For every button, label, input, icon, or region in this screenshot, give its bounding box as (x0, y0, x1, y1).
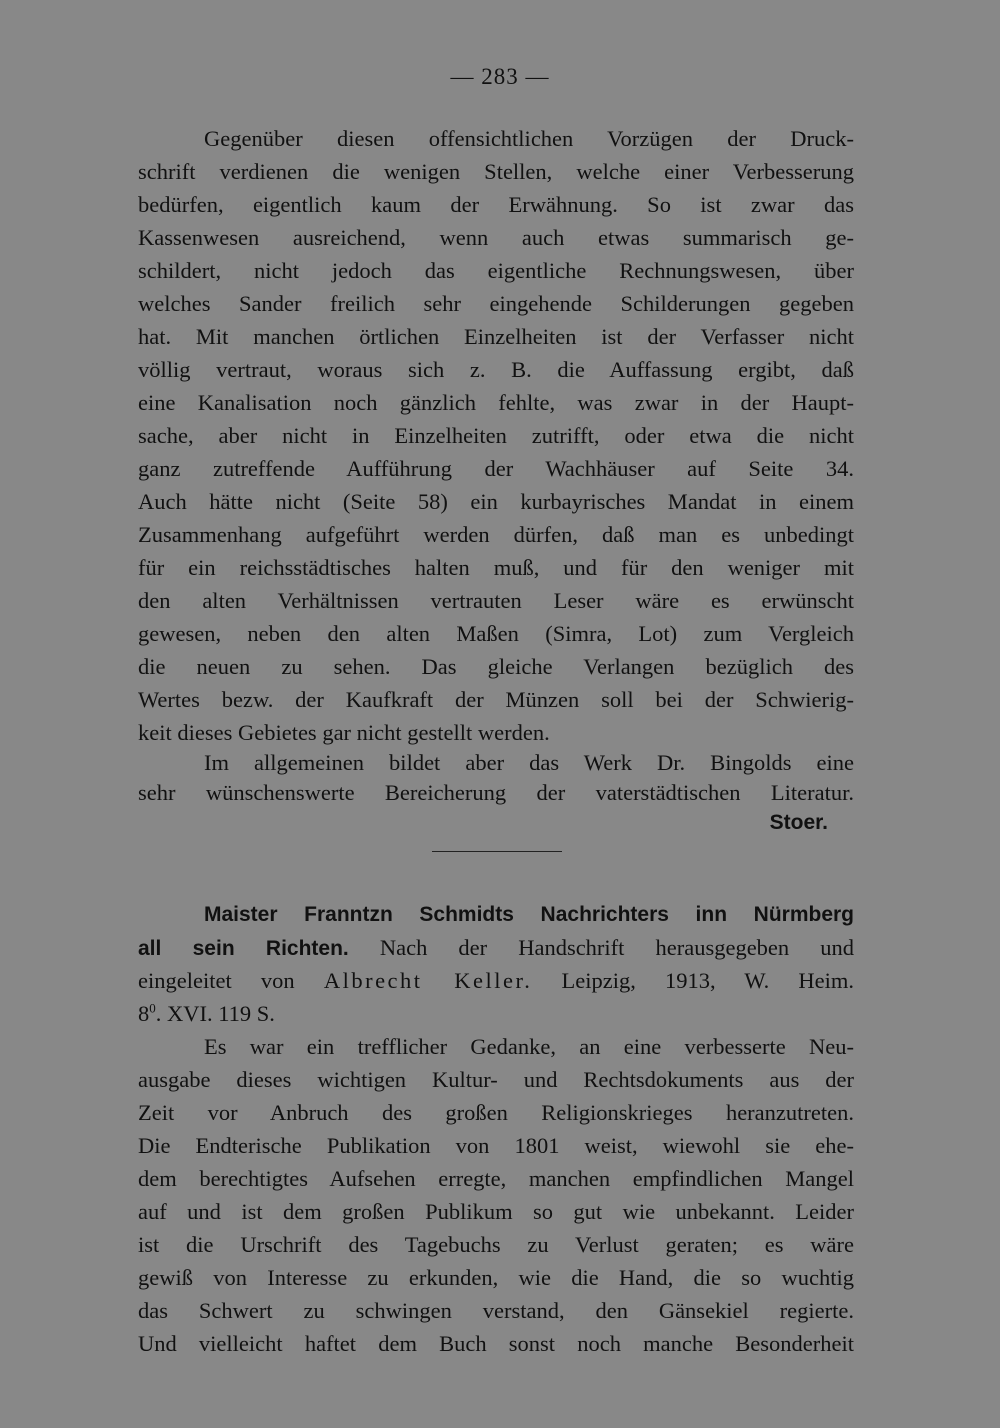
text-line: völlig vertraut, woraus sich z. B. die Auffassung ergibt, daß (138, 357, 854, 382)
text-line: ausgabe dieses wichtigen Kultur- und Rechtsdokuments aus der (138, 1067, 854, 1092)
text-line: ganz zutreffende Aufführung der Wachhäuser auf Seite 34. (138, 456, 854, 481)
text-line: Im allgemeinen bildet aber das Werk Dr. Bingolds eine (204, 750, 854, 775)
text-line: auf und ist dem großen Publikum so gut wie unbekannt. Leider (138, 1199, 854, 1224)
text-line: für ein reichsstädtisches halten muß, und für den weniger mit (138, 555, 854, 580)
text-line: welches Sander freilich sehr eingehende Schilderungen gegeben (138, 291, 854, 316)
text-line: das Schwert zu schwingen verstand, den Gänsekiel regierte. (138, 1298, 854, 1323)
text-line: bedürfen, eigentlich kaum der Erwähnung. So ist zwar das (138, 192, 854, 217)
format-number: 8 (138, 1001, 150, 1026)
editor-prefix: eingeleitet von (138, 968, 295, 993)
publisher-info: Leipzig, 1913, W. Heim. (561, 968, 855, 993)
reviewer-signature: Stoer. (769, 811, 828, 834)
text-line: Auch hätte nicht (Seite 58) ein kurbayrisches Mandat in einem (138, 489, 854, 514)
text-line: schrift verdienen die wenigen Stellen, welche einer Verbesserung (138, 159, 854, 184)
text-line: Gegenüber diesen offensichtlichen Vorzügen der Druck- (204, 126, 854, 151)
format-superscript: 0 (149, 1000, 156, 1016)
book-title-end: all sein Richten. (138, 937, 349, 960)
book-title-continued (138, 933, 854, 964)
text-line: sache, aber nicht in Einzelheiten zutrifft, oder etwa die nicht (138, 423, 854, 448)
book-title: Maister Franntzn Schmidts Nachrichters inn Nürmberg (204, 903, 854, 926)
book-editor-line (138, 966, 854, 996)
text-line: Kassenwesen ausreichend, wenn auch etwas summarisch ge- (138, 225, 854, 250)
text-line: Wertes bezw. der Kaufkraft der Münzen soll bei der Schwierig- (138, 687, 854, 712)
text-line: gewiß von Interesse zu erkunden, wie die Hand, die so wuchtig (138, 1265, 854, 1290)
text-line: Zusammenhang aufgeführt werden dürfen, daß man es unbedingt (138, 522, 854, 547)
text-line: dem berechtigtes Aufsehen erregte, manchen empfindlichen Mangel (138, 1166, 854, 1191)
text-line: sehr wünschenswerte Bereicherung der vaterstädtischen Literatur. (138, 780, 854, 805)
book-format-line (138, 999, 854, 1029)
editor-name: Albrecht Keller. (323, 968, 533, 993)
text-line: Die Endterische Publikation von 1801 weist, wiewohl sie ehe- (138, 1133, 854, 1158)
book-subtitle: Nach der Handschrift herausgegeben und (379, 935, 854, 960)
page-number: — 283 — (450, 64, 550, 89)
text-line: die neuen zu sehen. Das gleiche Verlangen bezüglich des (138, 654, 854, 679)
section-divider (432, 851, 562, 852)
text-line: eine Kanalisation noch gänzlich fehlte, was zwar in der Haupt- (138, 390, 854, 415)
text-line: Es war ein trefflicher Gedanke, an eine verbesserte Neu- (204, 1034, 854, 1059)
text-line: den alten Verhältnissen vertrauten Leser wäre es erwünscht (138, 588, 854, 613)
text-line: schildert, nicht jedoch das eigentliche Rechnungswesen, über (138, 258, 854, 283)
pages-info: . XVI. 119 S. (155, 1001, 275, 1026)
text-line: keit dieses Gebietes gar nicht gestellt werden. (138, 720, 550, 745)
text-line: gewesen, neben den alten Maßen (Simra, Lot) zum Vergleich (138, 621, 854, 646)
text-line: Und vielleicht haftet dem Buch sonst noch manche Besonderheit (138, 1331, 854, 1356)
text-line: ist die Urschrift des Tagebuchs zu Verlust geraten; es wäre (138, 1232, 854, 1257)
text-line: Zeit vor Anbruch des großen Religionskrieges heranzutreten. (138, 1100, 854, 1125)
text-line: hat. Mit manchen örtlichen Einzelheiten ist der Verfasser nicht (138, 324, 854, 349)
